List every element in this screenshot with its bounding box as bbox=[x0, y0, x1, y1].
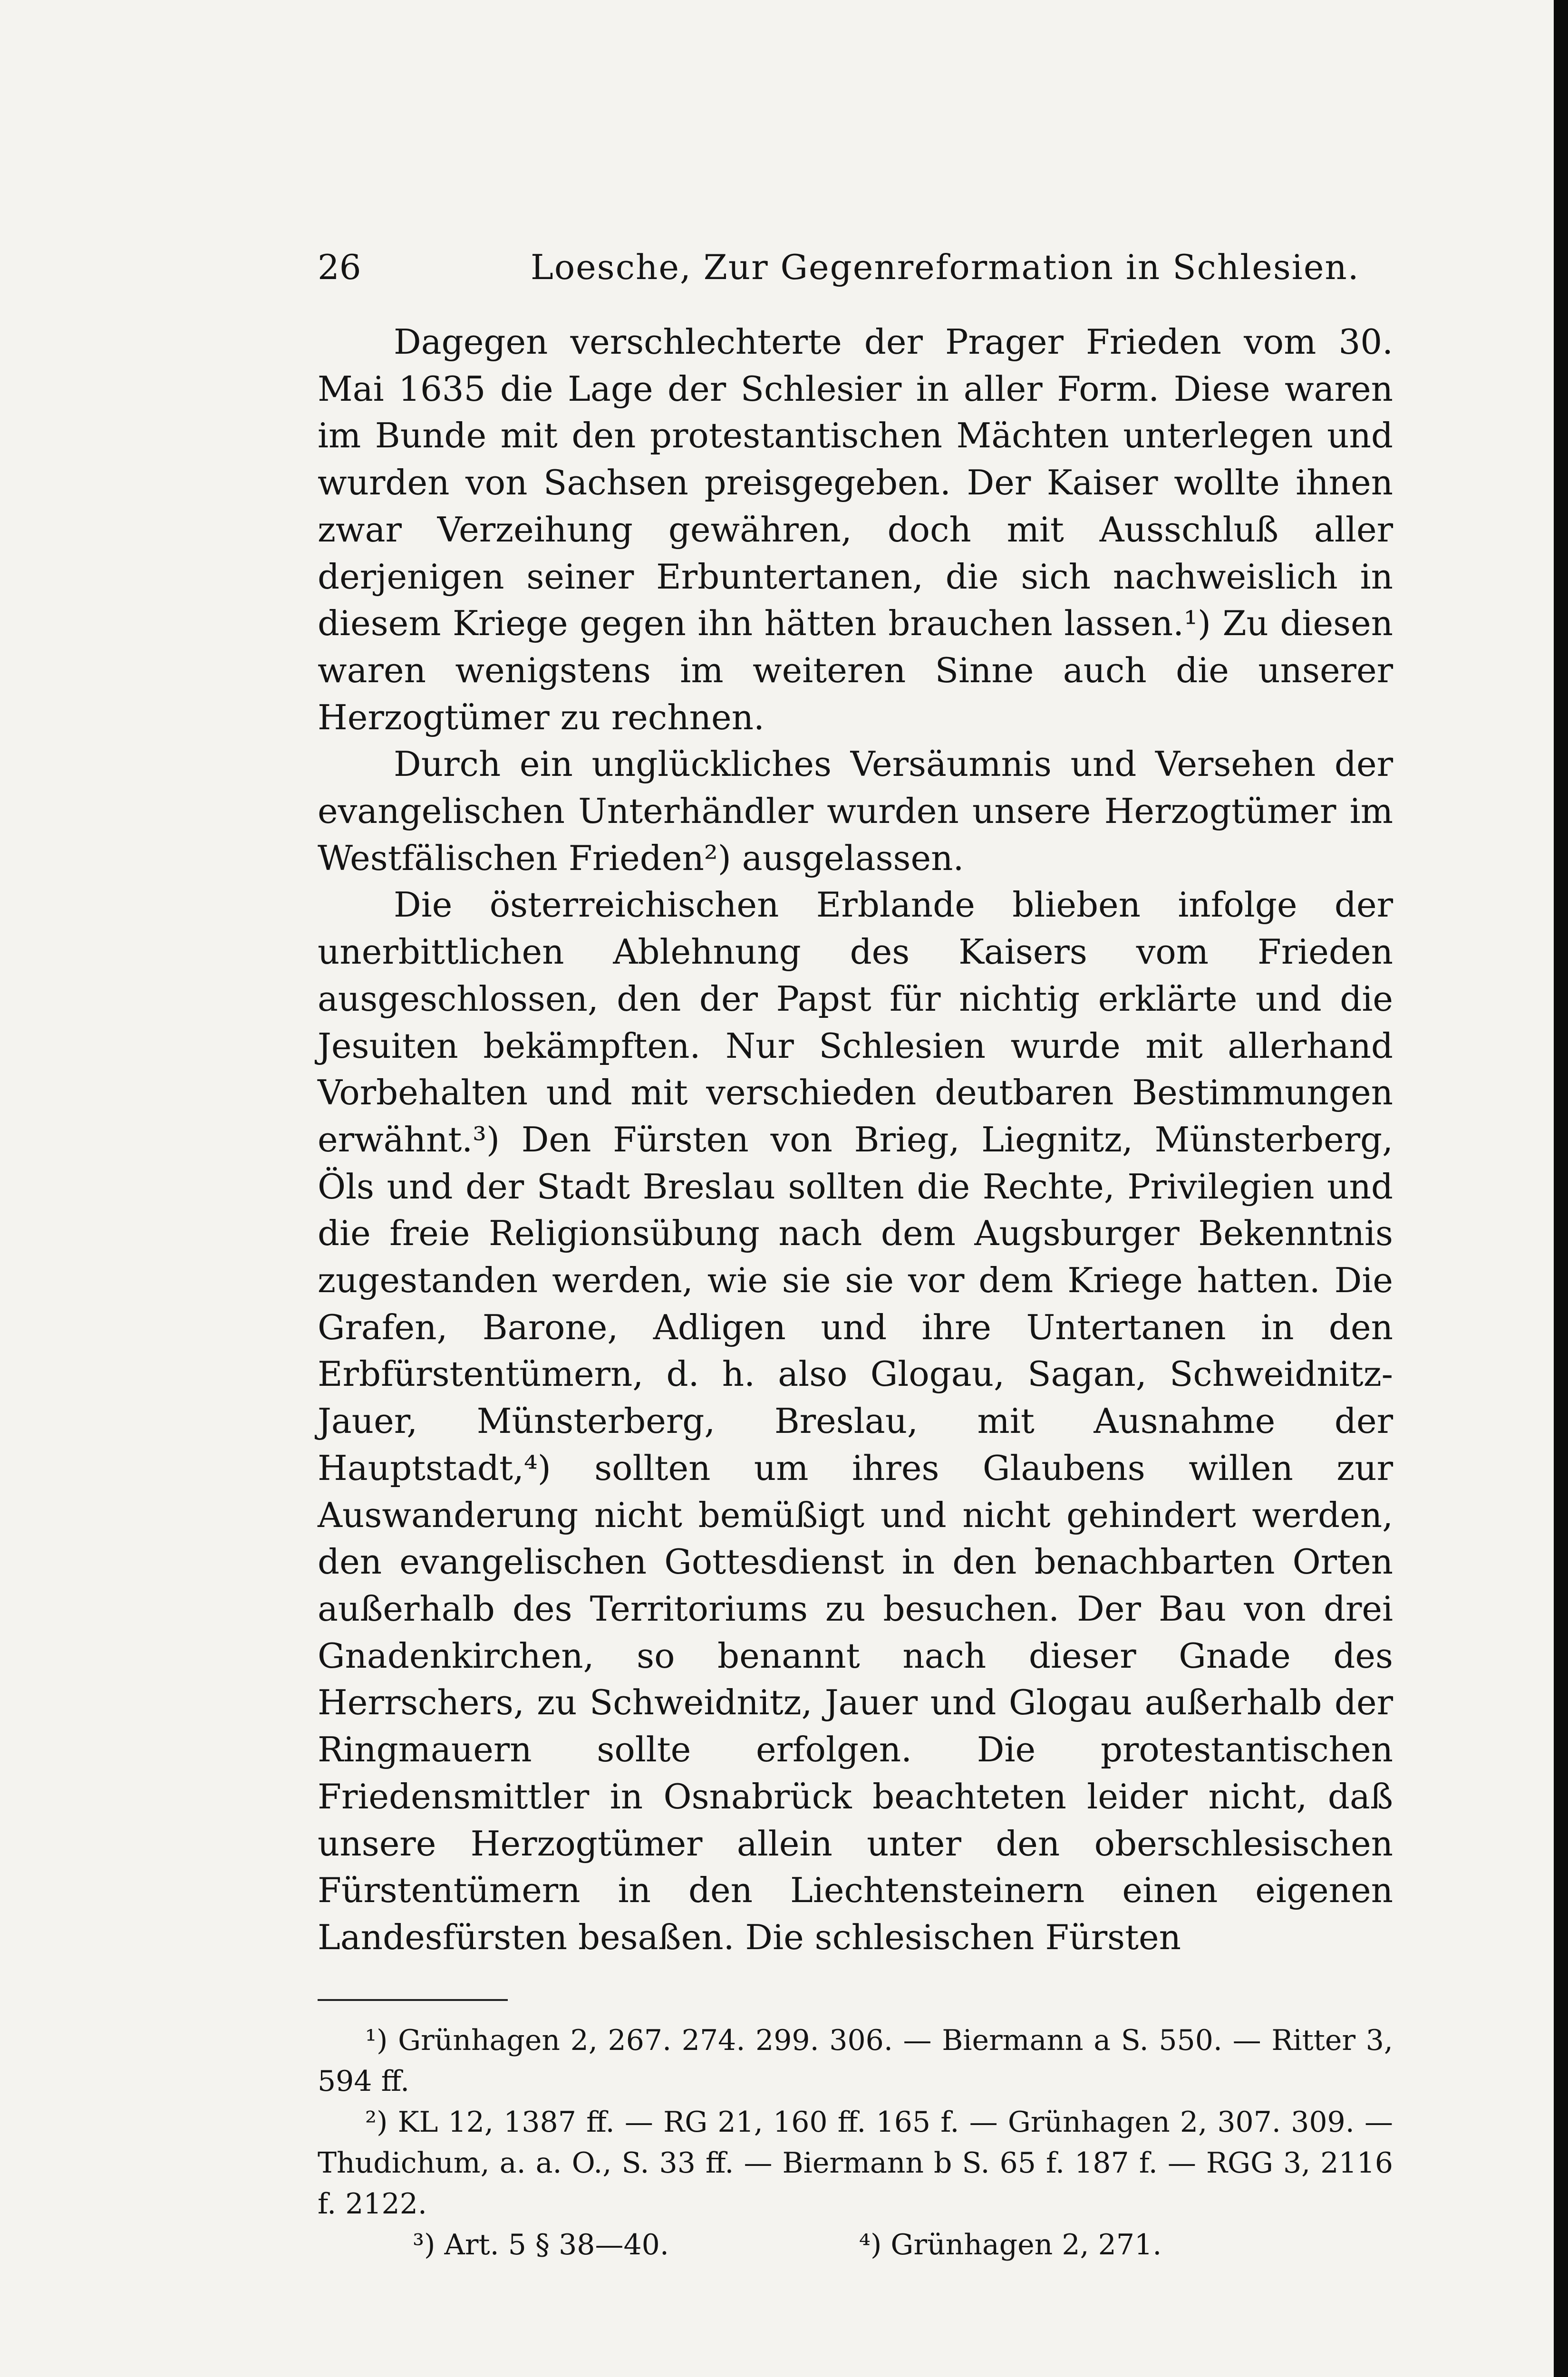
body-text bbox=[318, 319, 1393, 1961]
running-title: Loesche, Zur Gegenreformation in Schlesien. bbox=[531, 247, 1360, 287]
footnotes bbox=[318, 2020, 1393, 2265]
paragraph-1: Dagegen verschlechterte der Prager Frieden vom 30. Mai 1635 die Lage der Schlesier in aller Form. Diese waren im Bunde mit den protestantischen Mächten unterlegen und wurden von Sachsen preisgegeben. Der Kaiser wollte ihnen zwar Verzeihung gewähren, doch mit Ausschluß aller derjenigen seiner Erbuntertanen, die sich nachweislich in diesem Kriege gegen ihn hätten brauchen lassen.¹) Zu diesen waren wenigstens im weiteren Sinne auch die unserer Herzogtümer zu rechnen. bbox=[318, 322, 1393, 737]
footnote-rule bbox=[318, 1999, 508, 2001]
footnote-row bbox=[318, 2224, 1393, 2265]
scan-edge bbox=[1554, 0, 1568, 2377]
footnote-2: ²) KL 12, 1387 ff. — RG 21, 160 ff. 165 f. — Grünhagen 2, 307. 309. — Thudichum, a. a. O., S. 33 ff. — Biermann b S. 65 f. 187 f. — RGG 3, 2116 f. 2122. bbox=[318, 2105, 1393, 2221]
footnote-1: ¹) Grünhagen 2, 267. 274. 299. 306. — Biermann a S. 550. — Ritter 3, 594 ff. bbox=[318, 2023, 1393, 2098]
footnote-4: ⁴) Grünhagen 2, 271. bbox=[859, 2228, 1162, 2261]
page-header bbox=[318, 247, 1393, 290]
footnote-3: ³) Art. 5 § 38—40. bbox=[413, 2228, 669, 2261]
book-page bbox=[318, 247, 1393, 2339]
page-number: 26 bbox=[318, 247, 361, 287]
paragraph-2: Durch ein unglückliches Versäumnis und Versehen der evangelischen Unterhändler wurden unsere Herzogtümer im Westfälischen Frieden²) ausgelassen. bbox=[318, 744, 1393, 878]
paragraph-3: Die österreichischen Erblande blieben infolge der unerbittlichen Ablehnung des Kaisers vom Frieden ausgeschlossen, den der Papst für nichtig erklärte und die Jesuiten bekämpften. Nur Schlesien wurde mit allerhand Vorbehalten und mit verschieden deutbaren Bestimmungen erwähnt.³) Den Fürsten von Brieg, Liegnitz, Münsterberg, Öls und der Stadt Breslau sollten die Rechte, Privilegien und die freie Religionsübung nach dem Augsburger Bekenntnis zugestanden werden, wie sie sie vor dem Kriege hatten. Die Grafen, Barone, Adligen und ihre Untertanen in den Erbfürstentümern, d. h. also Glogau, Sagan, Schweidnitz-Jauer, Münsterberg, Breslau, mit Ausnahme der Hauptstadt,⁴) sollten um ihres Glaubens willen zur Auswanderung nicht bemüßigt und nicht gehindert werden, den evangelischen Gottesdienst in den benachbarten Orten außerhalb des Territoriums zu besuchen. Der Bau von drei Gnadenkirchen, so benannt nach dieser Gnade des Herrschers, zu Schweidnitz, Jauer und Glogau außerhalb der Ringmauern sollte erfolgen. Die protestantischen Friedensmittler in Osnabrück beachteten leider nicht, daß unsere Herzogtümer allein unter den oberschlesischen Fürstentümern in den Liechtensteinern einen eigenen Landesfürsten besaßen. Die schlesischen Fürsten bbox=[318, 885, 1393, 1957]
